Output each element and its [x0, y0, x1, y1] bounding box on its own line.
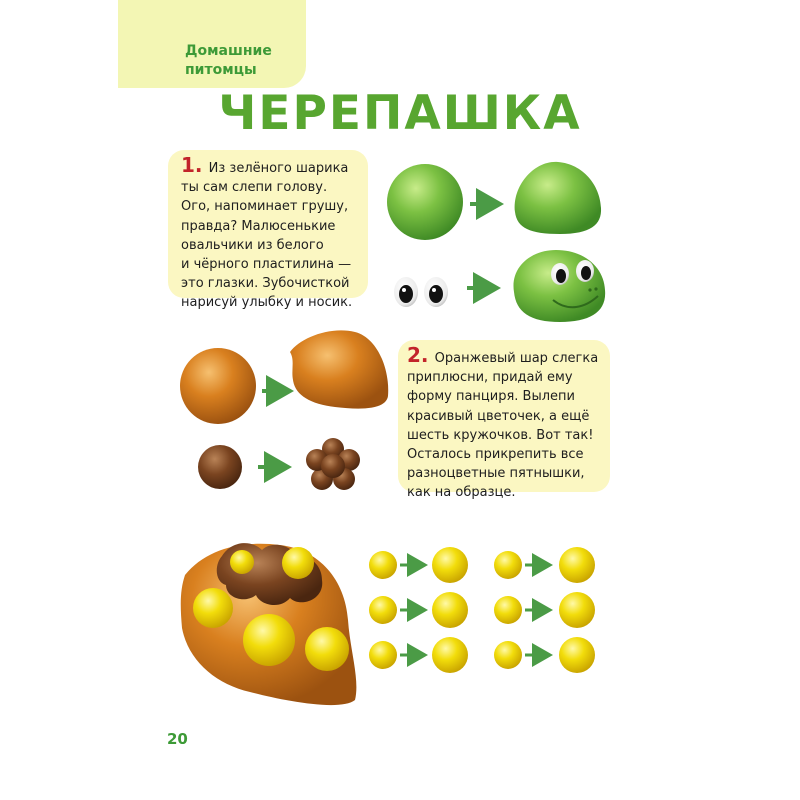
yellow-pair-row-3-right: [494, 637, 595, 673]
decorated-shell: [181, 543, 357, 705]
step2-line-0: 2. Оранжевый шар слегка: [407, 343, 599, 367]
yellow-pair-row-1-left: [369, 547, 468, 583]
yellow-pair-row-1-right: [494, 547, 595, 583]
yellow-pair-row-2-left: [369, 592, 468, 628]
orange-ball: [180, 348, 256, 424]
step2-line-1: приплюсни, придай ему: [407, 370, 573, 386]
step2-line-3: красивый цветочек, а ещё: [407, 408, 590, 424]
step1-line-6: это глазки. Зубочисткой: [181, 276, 350, 292]
brown-flower: [306, 438, 360, 490]
brown-ball: [198, 445, 242, 489]
step2-number: 2.: [407, 343, 429, 367]
step2-line-5: Осталось прикрепить все: [407, 447, 584, 463]
green-ball: [387, 164, 463, 240]
section-title-line1: Домашние: [185, 43, 272, 59]
step1-line-5: и чёрного пластилина —: [181, 257, 352, 273]
orange-shell: [290, 330, 388, 408]
step2-line-6: разноцветные пятнышки,: [407, 466, 585, 482]
green-pear-head: [515, 162, 601, 234]
page-number: 20: [167, 730, 188, 748]
yellow-pair-row-3-left: [369, 637, 468, 673]
page-title: ЧЕРЕПАШКА: [218, 86, 582, 141]
step2-line-2: форму панциря. Вылепи: [407, 389, 575, 405]
step1-line-1: ты сам слепи голову.: [181, 180, 328, 196]
yellow-ball-sequence: [369, 547, 595, 673]
step1-number: 1.: [181, 153, 203, 177]
eyes-pair: [394, 277, 448, 307]
step2-line-4: шесть кружочков. Вот так!: [407, 427, 594, 443]
step1-line-2: Ого, напоминает грушу,: [181, 199, 349, 215]
step2-line-7: как на образце.: [407, 485, 516, 501]
section-title-line2: питомцы: [185, 62, 257, 78]
turtle-head: [513, 250, 605, 322]
step1-line-0: 1. Из зелёного шарика: [181, 153, 349, 177]
yellow-pair-row-2-right: [494, 592, 595, 628]
step1-line-7: нарисуй улыбку и носик.: [181, 295, 353, 311]
step1-line-3: правда? Малюсенькие: [181, 218, 336, 234]
step1-line-4: овальчики из белого: [181, 237, 324, 253]
